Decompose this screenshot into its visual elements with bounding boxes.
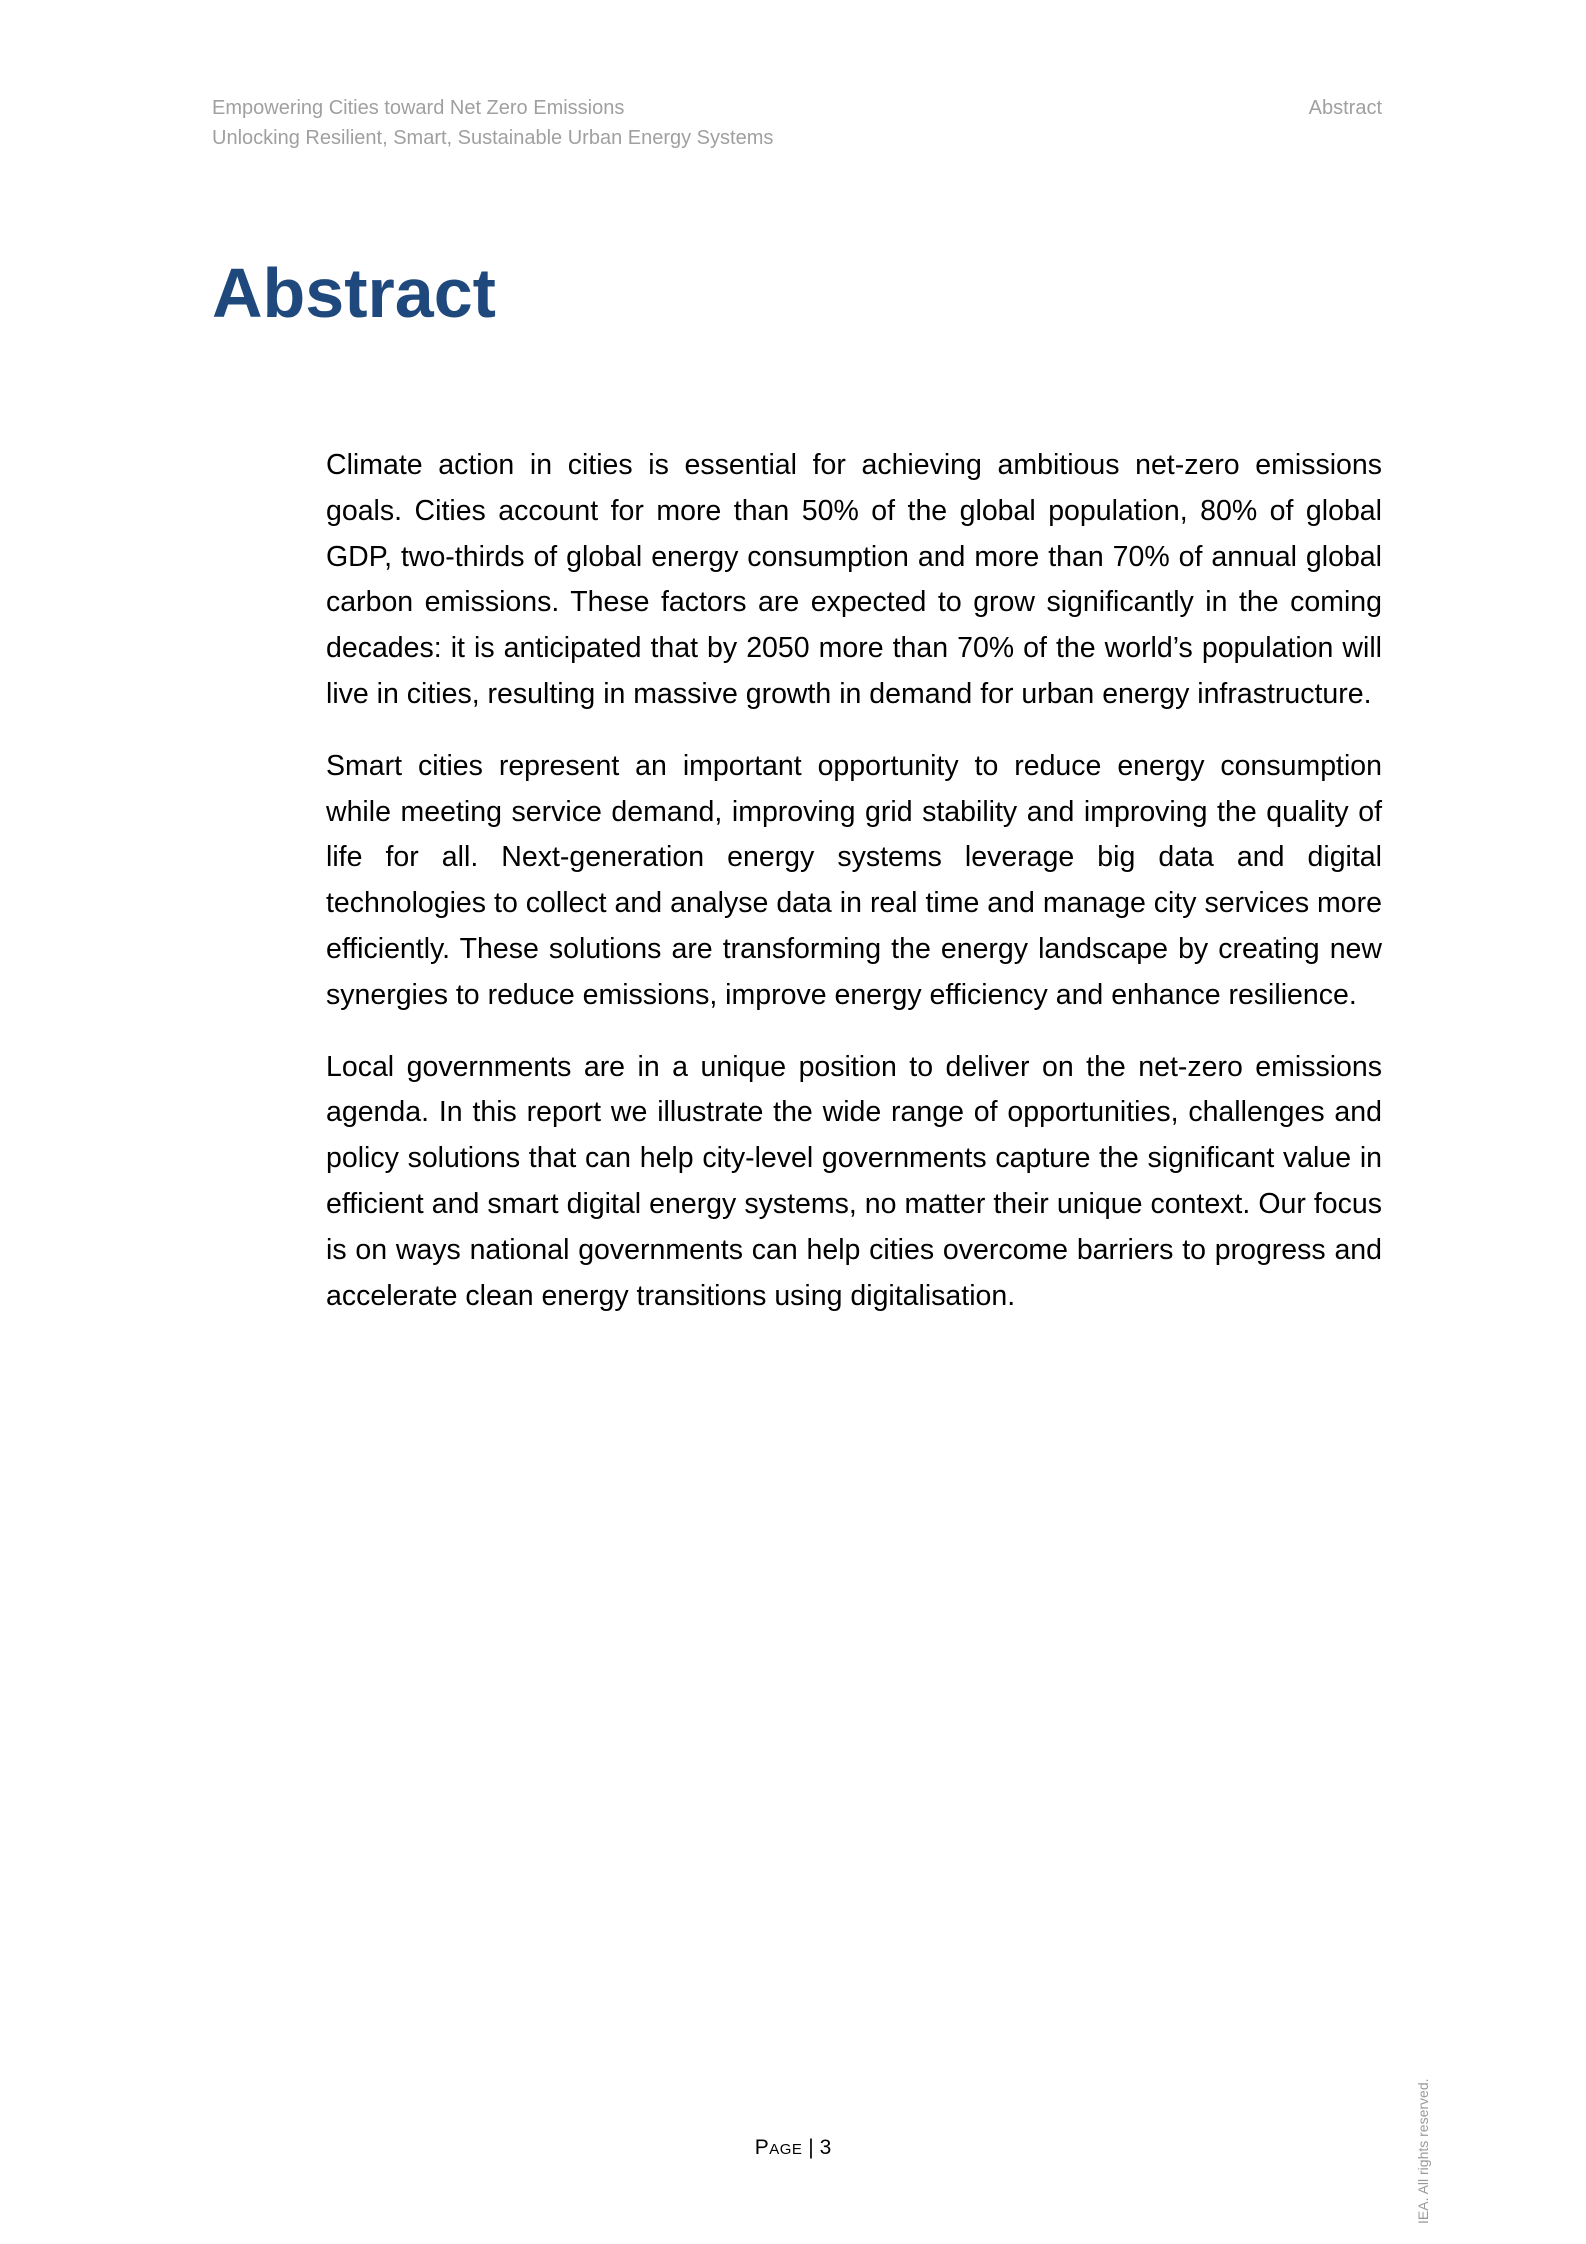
report-title: Empowering Cities toward Net Zero Emissions — [212, 97, 625, 119]
section-label: Abstract — [1308, 97, 1382, 119]
paragraph: Climate action in cities is essential for achieving ambitious net-zero emissions goals. Cities account for more than 50% of the global population, 80% of global GDP, two-thirds of global energy consumption and more than 70% of annual global carbon emissions. These factors are expected to grow significantly in the coming decades: it is anticipated that by 2050 more than 70% of the world’s population will live in cities, resulting in massive growth in demand for urban energy infrastructure. — [326, 449, 1382, 710]
page-footer — [0, 2134, 1586, 2162]
abstract-body — [326, 443, 1382, 1345]
page-separator: | — [808, 2136, 814, 2159]
page-title: Abstract — [212, 254, 496, 332]
page-number: 3 — [819, 2136, 832, 2159]
paragraph: Local governments are in a unique position to deliver on the net-zero emissions agenda. In this report we illustrate the wide range of opportunities, challenges and policy solutions that can help city-level governments capture the significant value in efficient and smart digital energy systems, no matter their unique context. Our focus is on ways national governments can help cities overcome barriers to progress and accelerate clean energy transitions using digitalisation. — [326, 1050, 1382, 1312]
rights-notice: IEA. All rights reserved. — [1415, 2078, 1431, 2224]
paragraph: Smart cities represent an important opportunity to reduce energy consumption while meeting service demand, improving grid stability and improving the quality of life for all. Next-generation energy systems leverage big data and digital technologies to collect and analyse data in real time and manage city services more efficiently. These solutions are transforming the energy landscape by creating new synergies to reduce emissions, improve energy efficiency and enhance resilience. — [326, 749, 1382, 1011]
running-header — [212, 93, 773, 153]
page-label: Page — [754, 2136, 803, 2159]
report-subtitle: Unlocking Resilient, Smart, Sustainable Urban Energy Systems — [212, 127, 774, 149]
